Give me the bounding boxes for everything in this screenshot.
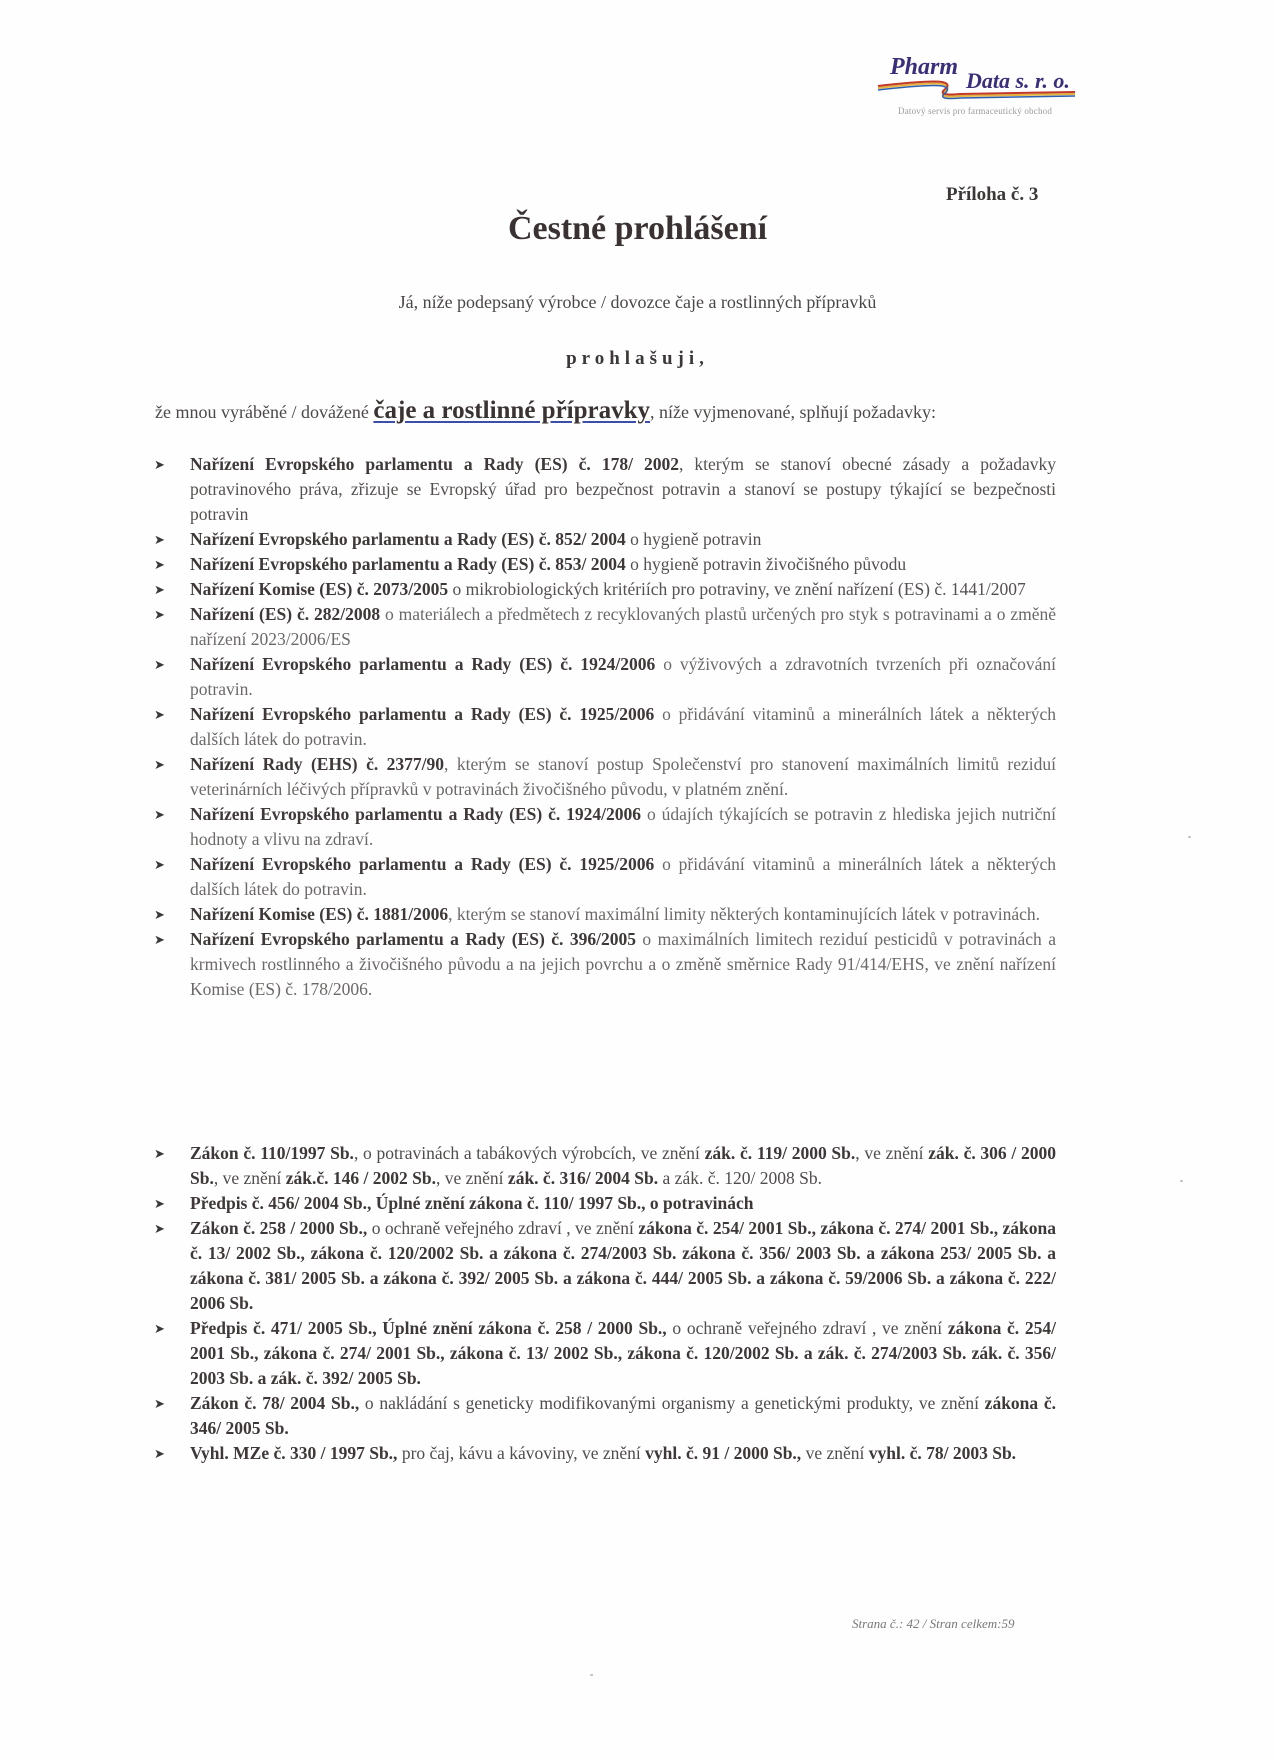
svg-text:Data s. r. o.: Data s. r. o. xyxy=(966,68,1070,93)
regulation-item xyxy=(154,752,1056,802)
law-item xyxy=(154,1216,1057,1316)
law-reference: zákona č. 346/ 2005 Sb. xyxy=(190,1393,1057,1438)
svg-text:Pharm: Pharm xyxy=(890,54,959,80)
regulation-item xyxy=(154,702,1056,752)
law-reference: vyhl. č. 91 / 2000 Sb., xyxy=(645,1443,802,1463)
law-text: , ve znění xyxy=(855,1143,929,1163)
law-reference: vyhl. č. 78/ 2003 Sb. xyxy=(868,1443,1017,1463)
lead-highlight: čaje a rostlinné přípravky xyxy=(373,397,651,424)
company-logo xyxy=(870,48,1080,128)
arrowhead-bullet-icon: ➤ xyxy=(154,1446,165,1461)
arrowhead-bullet-icon: ➤ xyxy=(154,1146,165,1161)
law-text: ve znění xyxy=(801,1443,869,1463)
arrowhead-bullet-icon: ➤ xyxy=(154,1196,165,1211)
law-text: a zák. č. 120/ 2008 Sb. xyxy=(658,1168,822,1188)
law-reference: zák.č. 146 / 2002 Sb. xyxy=(285,1168,436,1188)
regulation-item xyxy=(154,602,1056,652)
arrowhead-bullet-icon: ➤ xyxy=(154,582,165,597)
document-title: Čestné prohlášení xyxy=(507,210,768,247)
regulation-item xyxy=(154,902,1056,927)
regulation-item xyxy=(154,527,1056,552)
regulation-title: Nařízení Evropského parlamentu a Rady (ES) č. 852/ 2004 xyxy=(190,529,626,549)
regulation-description: o maximálních limitech reziduí pesticidů v potravinách a krmivech rostlinného a živočišného původu a na jejich povrchu a o změně směrnice Rady 91/414/EHS, ve znění nařízení Komise (ES) č. 178/2006. xyxy=(190,929,1056,999)
arrowhead-bullet-icon: ➤ xyxy=(154,532,165,547)
law-reference: zákona č. 254/ 2001 Sb., zákona č. 274/ 2001 Sb., zákona č. 13/ 2002 Sb., zákona č. 120/2002 Sb. a zák. č. 274/2003 Sb. zák. č. 356/ 2003 Sb. a zák. č. 392/ 2005 Sb. xyxy=(190,1318,1056,1388)
declaration-word: prohlašuji, xyxy=(566,348,709,369)
law-reference: zák. č. 316/ 2004 Sb. xyxy=(507,1168,659,1188)
scan-speck xyxy=(1188,836,1191,838)
arrowhead-bullet-icon: ➤ xyxy=(154,1221,165,1236)
regulation-title: Nařízení Evropského parlamentu a Rady (ES) č. 1925/2006 xyxy=(190,704,655,724)
regulation-description: o hygieně potravin xyxy=(625,529,762,549)
regulations-list xyxy=(154,452,1057,1002)
regulation-title: Nařízení Evropského parlamentu a Rady (ES) č. 1925/2006 xyxy=(190,854,655,874)
law-reference: Vyhl. MZe č. 330 / 1997 Sb., xyxy=(190,1443,398,1463)
lead-paragraph xyxy=(155,398,1075,425)
arrowhead-bullet-icon: ➤ xyxy=(154,607,165,622)
regulation-description: o materiálech a předmětech z recyklovaných plastů určených pro styk s potravinami a o změně nařízení 2023/2006/ES xyxy=(190,604,1056,649)
law-text: o ochraně veřejného zdraví , ve znění xyxy=(666,1318,948,1338)
regulation-item xyxy=(154,927,1056,1002)
regulation-item xyxy=(154,652,1057,702)
logo-swoosh-icon xyxy=(870,48,1080,108)
arrowhead-bullet-icon: ➤ xyxy=(154,907,165,922)
arrowhead-bullet-icon: ➤ xyxy=(154,1321,165,1336)
law-reference: zák. č. 306 / 2000 Sb. xyxy=(190,1143,1056,1188)
regulation-item xyxy=(154,452,1057,527)
scan-speck xyxy=(590,1674,593,1676)
regulation-title: Nařízení Rady (EHS) č. 2377/90 xyxy=(190,754,445,774)
regulation-title: Nařízení Evropského parlamentu a Rady (ES) č. 178/ 2002 xyxy=(190,454,679,474)
regulation-item xyxy=(154,577,1056,602)
logo-tagline: Datový servis pro farmaceutický obchod xyxy=(898,106,1053,116)
law-text: o ochraně veřejného zdraví , ve znění xyxy=(367,1218,639,1238)
law-text: o nakládání s geneticky modifikovanými organismy a genetickými produkty, ve znění xyxy=(359,1393,985,1413)
law-text: pro čaj, kávu a kávoviny, ve znění xyxy=(397,1443,646,1463)
lead-after: , níže vyjmenované, splňují požadavky: xyxy=(650,402,936,422)
law-reference: zák. č. 119/ 2000 Sb. xyxy=(704,1143,856,1163)
arrowhead-bullet-icon: ➤ xyxy=(154,807,165,822)
law-item xyxy=(154,1391,1057,1441)
law-item xyxy=(154,1441,1056,1466)
regulation-item xyxy=(154,802,1056,852)
regulation-title: Nařízení Evropského parlamentu a Rady (ES) č. 1924/2006 xyxy=(190,654,656,674)
regulation-item xyxy=(154,552,1056,577)
arrowhead-bullet-icon: ➤ xyxy=(154,457,165,472)
regulation-title: Nařízení Evropského parlamentu a Rady (ES) č. 396/2005 xyxy=(190,929,636,949)
regulation-description: o hygieně potravin živočišného původu xyxy=(625,554,907,574)
scan-speck xyxy=(1180,1180,1183,1182)
law-item xyxy=(154,1316,1056,1391)
arrowhead-bullet-icon: ➤ xyxy=(154,707,165,722)
arrowhead-bullet-icon: ➤ xyxy=(154,1396,165,1411)
regulation-description: o přidávání vitaminů a minerálních látek a některých dalších látek do potravin. xyxy=(190,854,1056,899)
regulation-description: o výživových a zdravotních tvrzeních při označování potravin. xyxy=(190,654,1057,699)
regulation-title: Nařízení Komise (ES) č. 1881/2006 xyxy=(190,904,449,924)
law-item xyxy=(154,1191,1056,1216)
law-reference: Zákon č. 78/ 2004 Sb., xyxy=(190,1393,360,1413)
regulation-title: Nařízení Evropského parlamentu a Rady (ES) č. 1924/2006 xyxy=(190,804,642,824)
law-text: , o potravinách a tabákových výrobcích, ve znění xyxy=(353,1143,705,1163)
regulation-title: Nařízení (ES) č. 282/2008 xyxy=(190,604,381,624)
arrowhead-bullet-icon: ➤ xyxy=(154,757,165,772)
regulation-title: Nařízení Komise (ES) č. 2073/2005 xyxy=(190,579,449,599)
law-reference: Zákon č. 258 / 2000 Sb., xyxy=(190,1218,368,1238)
law-reference: Předpis č. 471/ 2005 Sb., Úplné znění zákona č. 258 / 2000 Sb., xyxy=(190,1318,667,1338)
law-text: , ve znění xyxy=(213,1168,286,1188)
law-reference: Zákon č. 110/1997 Sb. xyxy=(190,1143,354,1163)
arrowhead-bullet-icon: ➤ xyxy=(154,657,165,672)
arrowhead-bullet-icon: ➤ xyxy=(154,932,165,947)
laws-list xyxy=(154,1141,1057,1466)
regulation-description: o přidávání vitaminů a minerálních látek a některých dalších látek do potravin. xyxy=(190,704,1056,749)
lead-before: že mnou vyráběné / dovážené xyxy=(155,402,374,422)
page-footer: Strana č.: 42 / Stran celkem:59 xyxy=(852,1616,1015,1631)
law-reference: Předpis č. 456/ 2004 Sb., Úplné znění zákona č. 110/ 1997 Sb., o potravinách xyxy=(190,1193,754,1213)
regulation-description: , kterým se stanoví postup Společenství pro stanovení maximálních limitů reziduí veterinárních léčivých přípravků v potravinách živočišného původu, v platném znění. xyxy=(190,754,1056,799)
regulation-description: o mikrobiologických kritériích pro potraviny, ve znění nařízení (ES) č. 1441/2007 xyxy=(448,579,1026,599)
arrowhead-bullet-icon: ➤ xyxy=(154,557,165,572)
regulation-item xyxy=(154,852,1056,902)
regulation-description: , kterým se stanoví obecné zásady a požadavky potravinového práva, zřizuje se Evropský úřad pro bezpečnost potravin a stanoví se postupy týkající se bezpečnosti potravin xyxy=(190,454,1057,524)
attachment-label: Příloha č. 3 xyxy=(946,184,1039,205)
regulation-title: Nařízení Evropského parlamentu a Rady (ES) č. 853/ 2004 xyxy=(190,554,626,574)
arrowhead-bullet-icon: ➤ xyxy=(154,857,165,872)
intro-text: Já, níže podepsaný výrobce / dovozce čaje a rostlinných přípravků xyxy=(398,292,877,312)
regulation-description: , kterým se stanoví maximální limity některých kontaminujících látek v potravinách. xyxy=(448,904,1041,924)
law-text: , ve znění xyxy=(436,1168,508,1188)
regulation-description: o údajích týkajících se potravin z hlediska jejich nutriční hodnoty a vlivu na zdraví. xyxy=(190,804,1056,849)
law-reference: zákona č. 254/ 2001 Sb., zákona č. 274/ 2001 Sb., zákona č. 13/ 2002 Sb., zákona č. 120/2002 Sb. a zákona č. 274/2003 Sb. zákona č. 356/ 2003 Sb. a zákona 253/ 2005 Sb. a zákona č. 381/ 2005 Sb. a zákona č. 392/ 2005 Sb. a zákona č. 444/ 2005 Sb. a zákona č. 59/2006 Sb. a zákona č. 222/ 2006 Sb. xyxy=(190,1218,1057,1313)
law-item xyxy=(154,1141,1056,1191)
